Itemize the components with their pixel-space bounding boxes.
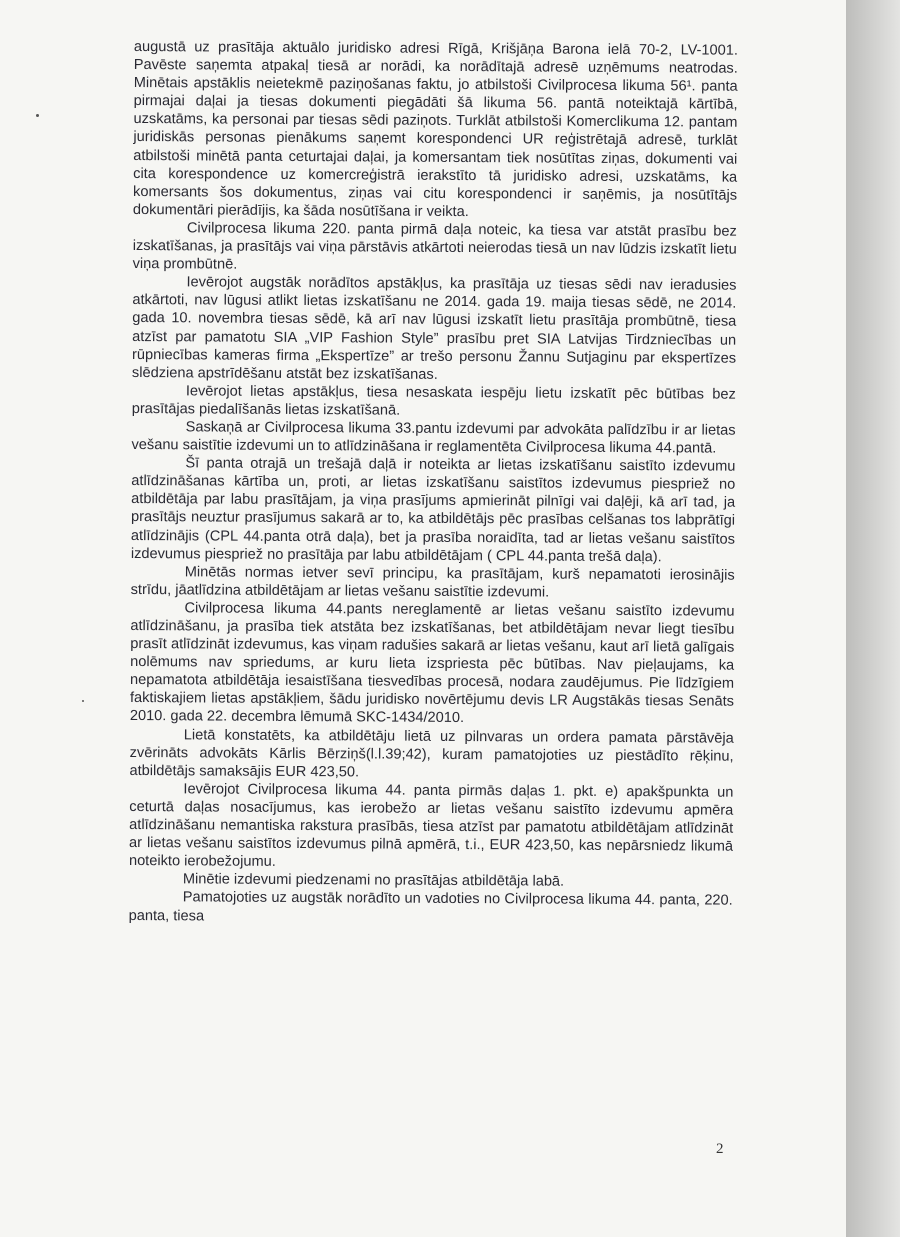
paragraph: Minētie izdevumi piedzenami no prasītājas atbildētāja labā. bbox=[182, 871, 565, 890]
paragraph: Saskaņā ar Civilprocesa likuma 33.pantu izdevumi par advokāta palīdzību ir ar lietas vešanu saistītie izdevumi un to atlīdzināšana ir reglamentēta Civilprocesa likuma 44.pantā. bbox=[131, 419, 736, 457]
page-edge-shadow bbox=[846, 0, 900, 1237]
paragraph: Ievērojot lietas apstākļus, tiesa nesaskata iespēju lietu izskatīt pēc būtības bez prasītājas piedalīšanās lietas izskatīšanā. bbox=[131, 383, 736, 419]
scan-speck bbox=[82, 700, 84, 702]
paragraph: Šī panta otrajā un trešajā daļā ir noteikta ar lietas izskatīšanu saistīto izdevumu atlīdzināšanas kārtība un, proti, ar lietas izskatīšanu saistītos izdevumus piespriež no atbildētāja par labu prasītājam, ja viņa prasījums apmierināt pilnīgi vai daļēji, kā arī tad, ja prasītājs neuztur prasījumus sakarā ar to, ka atbildētājs pēc prasības celšanas tos labprātīgi atlīdzinājis (CPL 44.panta otrā daļa), bet ja prasība noraidīta, tad ar lietas vešanu saistītos izdevumus piespriež no prasītāja par labu atbildētājam ( CPL 44.panta trešā daļa). bbox=[130, 455, 736, 565]
paragraph: Lietā konstatēts, ka atbildētāju lietā uz pilnvaras un ordera pamata pārstāvēja zvērināts advokāts Kārlis Bērziņš(l.l.39;42), kuram pamatojoties uz piestādīto rēķinu, atbildētājs samaksājis EUR 423,50. bbox=[129, 726, 734, 781]
scan-speck bbox=[36, 114, 39, 117]
paragraph: Civilprocesa likuma 44.pants nereglamentē ar lietas vešanu saistīto izdevumu atlīdzināšanu, ja prasība tiek atstāta bez izskatīšanas, bet atbildētājam nevar liegt tiesību prasīt atlīdzināt izdevumus, kas viņam radušies sakarā ar lietas vešanu, kaut arī lietā galīgais nolēmums nav spriedums, ar kuru lieta izspriesta pēc būtības. Nav pieļaujams, ka nepamatota atbildētāja iesaistīšana tiesvedības procesā, nodara zaudējumus. Pie līdzīgiem faktiskajiem lietas apstākļiem, šādu juridisko novērtējumu devis LR Augstākās tiesas Senāts 2010. gada 22. decembra lēmumā SKC-1434/2010. bbox=[129, 600, 735, 727]
paragraph: Ievērojot Civilprocesa likuma 44. panta pirmās daļas 1. pkt. e) apakšpunkta un ceturtā daļas nosacījumus, kas ierobežo ar lietas vešanu saistīto izdevumu apmēra atlīdzināšanu nemantiska rakstura prasībās, tiesa atzīst par pamatotu atbildētājam atlīdzināt ar lietas vešanu saistītos izdevumus pilnā apmērā, t.i., EUR 423,50, kas nepārsniedz likumā noteikto ierobežojumu. bbox=[128, 781, 734, 871]
document-body bbox=[129, 38, 738, 928]
paragraph: augustā uz prasītāja aktuālo juridisko adresi Rīgā, Krišjāņa Barona ielā 70-2, LV-1001. Pavēste saņemta atpakaļ tiesā ar norādi, ka norādītajā adresē uzņēmums neatrodas. Minētais apstāklis neietekmē paziņošanas faktu, jo atbilstoši Civilprocesa likuma 56¹. panta pirmajai daļai ja tiesas dokumenti piegādāti šā likuma 56. pantā noteiktajā kārtībā, uzskatāms, ka personai par tiesas sēdi paziņots. Turklāt atbilstoši Komerclikuma 12. pantam juridiskās personas pienākums saņemt korespondenci UR reģistrētajā adresē, turklāt atbilstoši minētā panta ceturtajai daļai, ja komersantam tiek nosūtītas ziņas, dokumenti vai cita korespondence uz komercreģistrā ierakstīto tā juridisko adresi, uzskatāms, ka komersants šos dokumentus, ziņas vai citu korespondenci ir saņēmis, ja nosūtītājs dokumentāri pierādījis, ka šāda nosūtīšana ir veikta. bbox=[132, 38, 738, 220]
paragraph: Ievērojot augstāk norādītos apstākļus, ka prasītāja uz tiesas sēdi nav ieradusies atkārtoti, nav lūgusi atlikt lietas izskatīšanu ne 2014. gada 19. maija tiesas sēdē, ne 2014. gada 10. novembra tiesas sēdē, kā arī nav lūgusi izskatīt lietu prasītāja prombūtnē, tiesa atzīst par pamatotu SIA „VIP Fashion Style” prasību pret SIA Latvijas Tirdzniecības un rūpniecības kameras firma „Ekspertīze” ar trešo personu Žannu Sutjaginu par ekspertīzes slēdziena apstrīdēšanu atstāt bez izskatīšanas. bbox=[131, 274, 737, 383]
paragraph: Pamatojoties uz augstāk norādīto un vadoties no Civilprocesa likuma 44. panta, 220. panta, tiesa bbox=[128, 889, 733, 924]
page-number: 2 bbox=[716, 1141, 724, 1157]
paragraph: Civilprocesa likuma 220. panta pirmā daļa noteic, ka tiesa var atstāt prasību bez izskatīšanas, ja prasītājs vai viņa pārstāvis atkārtoti neierodas tiesā un nav lūdzis izskatīt lietu viņa prombūtnē. bbox=[132, 220, 737, 273]
paragraph: Minētās normas ietver sevī principu, ka prasītājam, kurš nepamatoti ierosinājis strīdu, jāatlīdzina atbildētājam ar lietas vešanu saistītie izdevumi. bbox=[130, 564, 735, 601]
